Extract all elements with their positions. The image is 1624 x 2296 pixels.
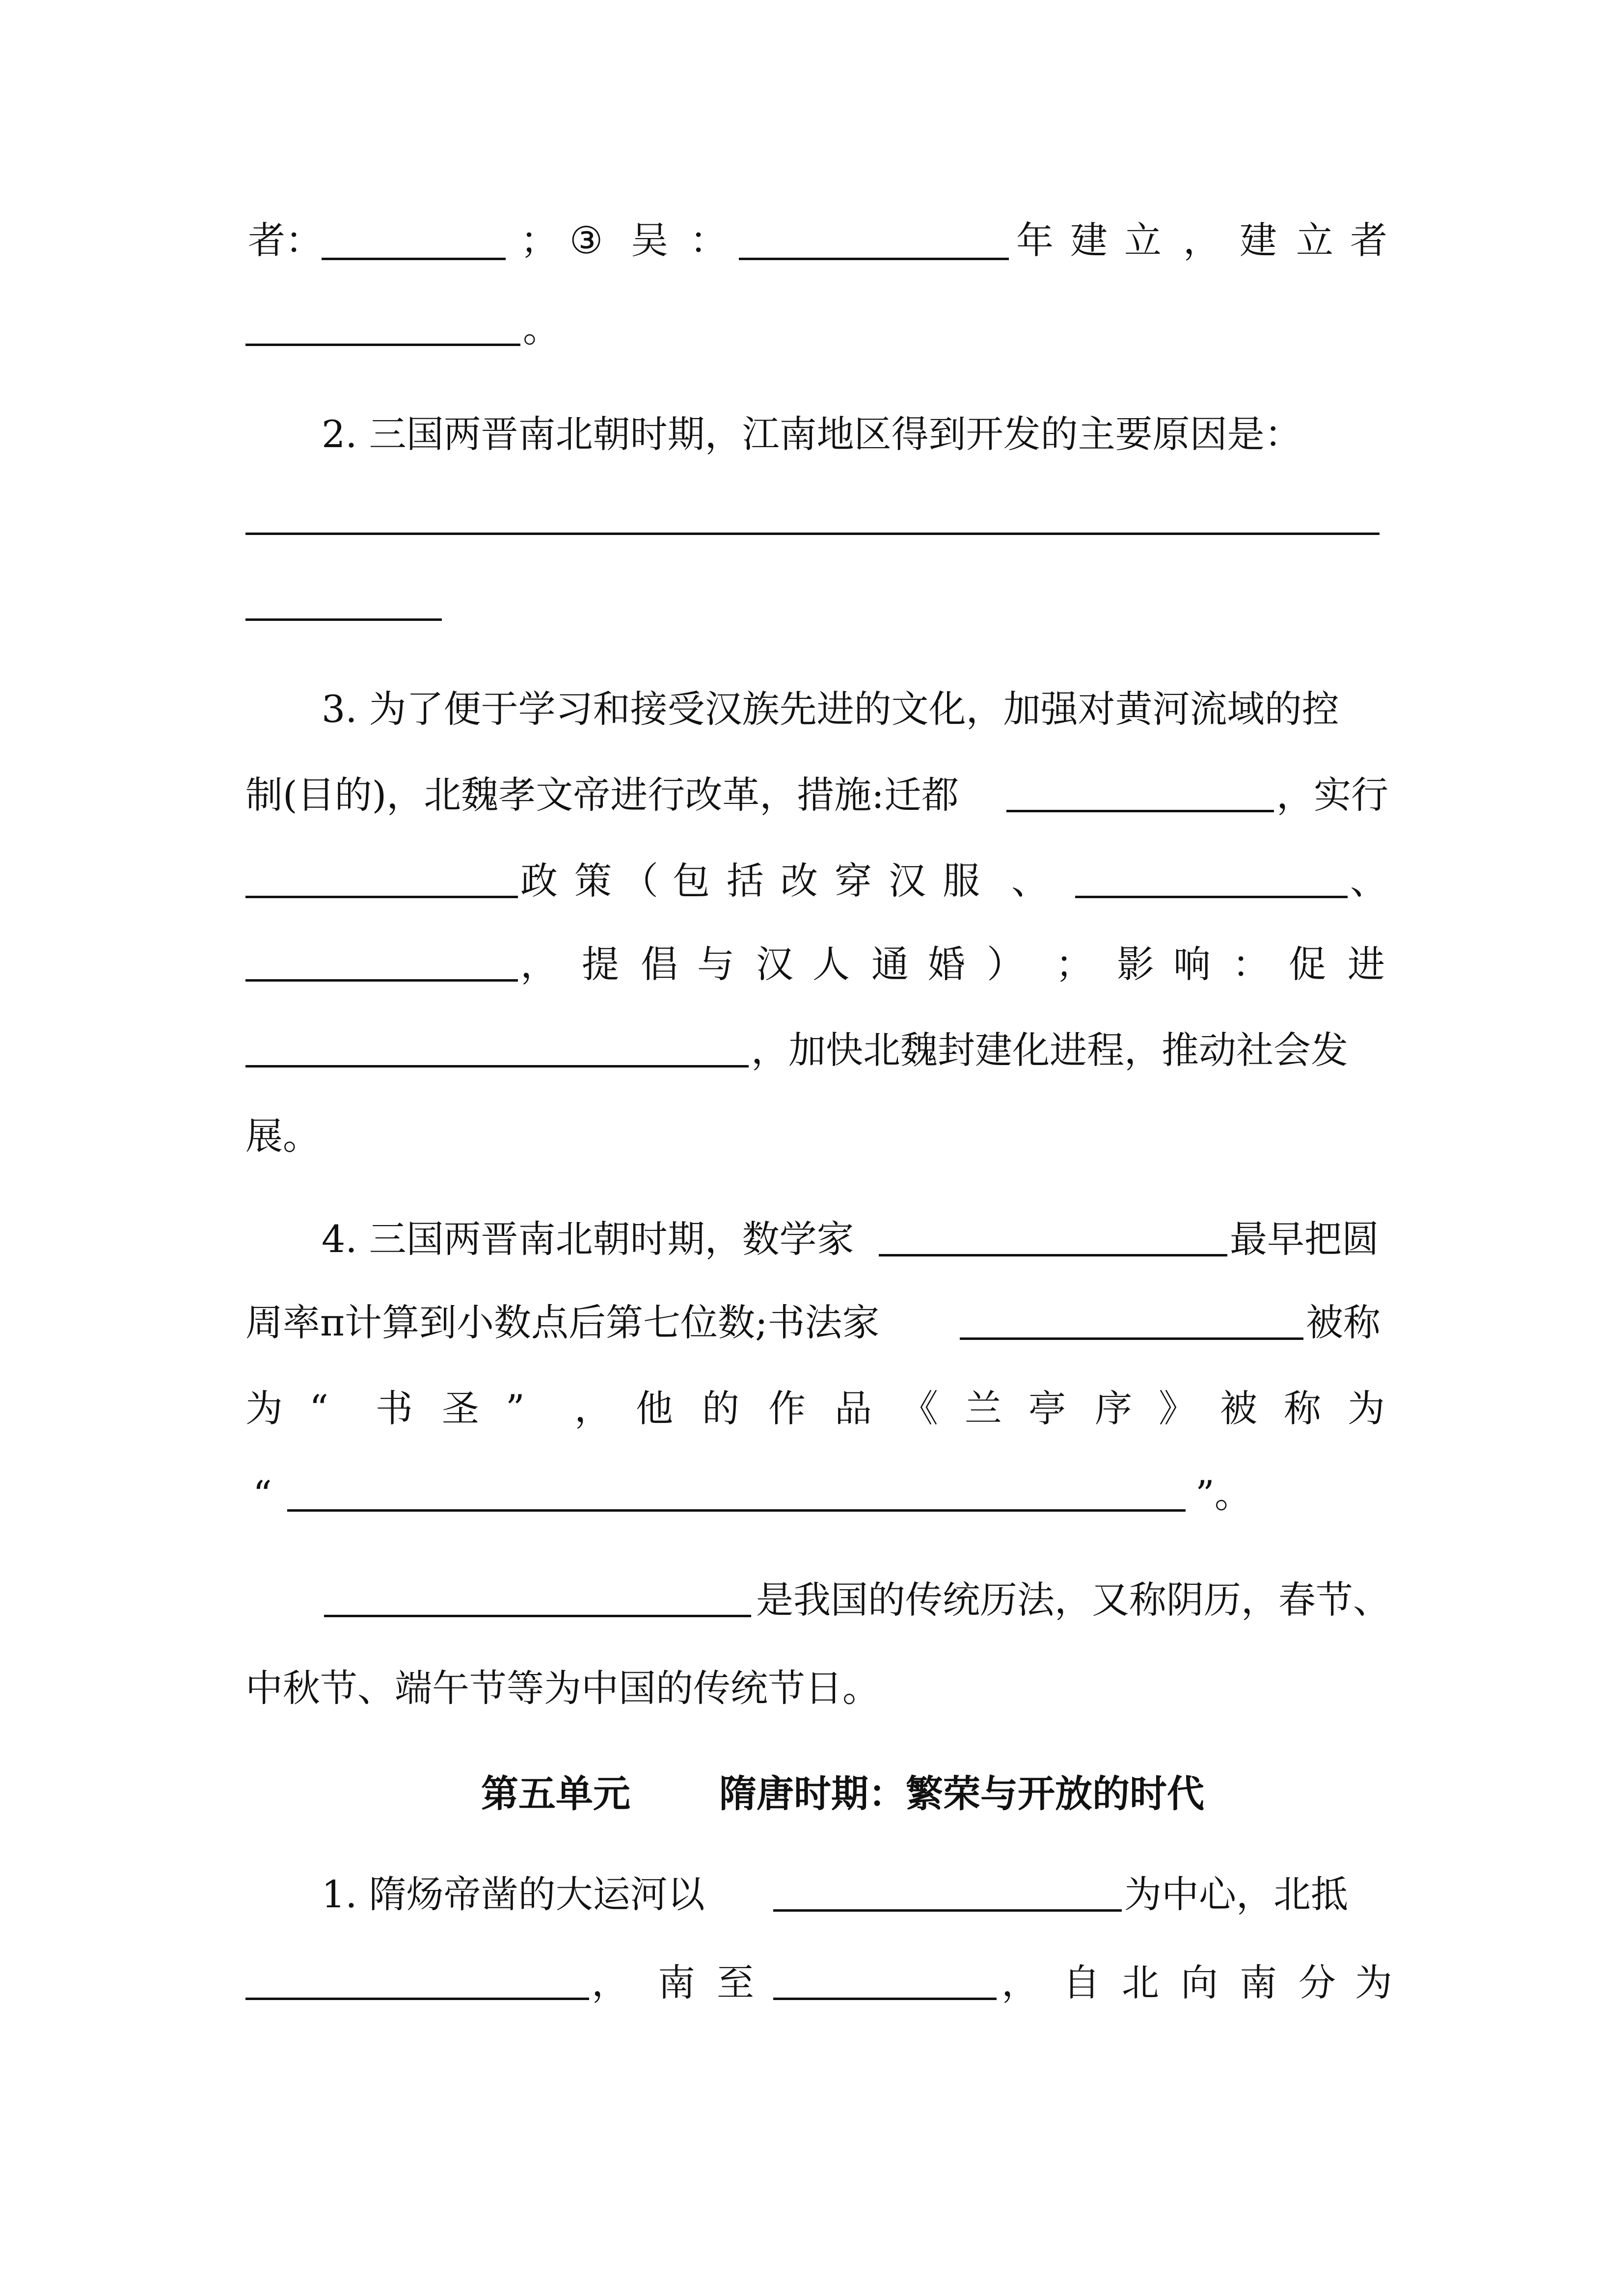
char: ） <box>987 942 1024 986</box>
text-open-quote: “ <box>253 1472 272 1516</box>
char: 汉 <box>889 859 926 903</box>
q3-line4 <box>0 937 1624 991</box>
char: 、 <box>1011 859 1049 903</box>
char: ， <box>1001 1961 1039 2004</box>
char: 亭 <box>1029 1387 1066 1430</box>
blank-field[interactable] <box>739 258 1009 260</box>
char: 称 <box>1284 1387 1321 1430</box>
u5-q1-text-1b: 为中心，北抵 <box>1124 1872 1348 1916</box>
char: 促 <box>1289 942 1326 986</box>
char: 为 <box>1355 1961 1392 2004</box>
char: 品 <box>835 1387 872 1430</box>
blank-field[interactable] <box>245 533 1380 535</box>
u5-q1-text-1a: 1. 隋炀帝凿的大运河以 <box>322 1872 705 1916</box>
char: “ <box>309 1387 328 1430</box>
char: 包 <box>673 859 710 903</box>
unit-number: 第五单元 <box>481 1772 630 1815</box>
char: 政 <box>520 859 558 903</box>
blank-field[interactable] <box>322 258 506 260</box>
char: 策 <box>574 859 612 903</box>
text-zhe: 者 <box>1350 218 1387 262</box>
unit-title: 隋唐时期：繁荣与开放的时代 <box>719 1772 1204 1815</box>
calendar-text-2: 中秋节、端午节等为中国的传统节日。 <box>245 1666 880 1710</box>
q3-line3 <box>0 854 1624 908</box>
blank-field[interactable] <box>245 1998 589 2000</box>
char: 南 <box>1240 1961 1277 2004</box>
blank-field[interactable] <box>245 896 518 898</box>
char: 响 <box>1173 942 1211 986</box>
char: 北 <box>1122 1961 1159 2004</box>
char: 穿 <box>835 859 872 903</box>
q4-line2 <box>0 1296 1624 1350</box>
text-colon: ： <box>690 218 727 262</box>
u5-q1-line2 <box>0 1956 1624 2010</box>
blank-field[interactable] <box>1075 896 1348 898</box>
char: ” <box>506 1387 525 1430</box>
q3-text-2b: ，实行 <box>1276 773 1388 817</box>
q2-line <box>0 407 1624 461</box>
unit-heading <box>0 1767 1624 1821</box>
q3-text-1: 3. 为了便于学习和接受汉族先进的文化，加强对黄河流域的控 <box>322 687 1339 731</box>
q3-line6 <box>0 1109 1624 1163</box>
blank-field[interactable] <box>287 1509 1186 1512</box>
q4-text-1b: 最早把圆 <box>1230 1217 1379 1261</box>
char: 》 <box>1159 1387 1196 1430</box>
char: 进 <box>1348 942 1385 986</box>
char: 改 <box>781 859 818 903</box>
blank-field[interactable] <box>960 1337 1303 1340</box>
blank-field[interactable] <box>773 1909 1122 1912</box>
text-comma: ， <box>1183 218 1220 262</box>
char: 为 <box>1348 1387 1385 1430</box>
blank-field[interactable] <box>1006 810 1274 812</box>
char: ， <box>592 1961 629 2004</box>
char: 与 <box>697 942 734 986</box>
q3-text-6: 展。 <box>245 1114 320 1158</box>
char: 兰 <box>965 1387 1002 1430</box>
q4-line4 <box>0 1468 1624 1522</box>
char: （ <box>621 859 658 903</box>
text-period: 。 <box>523 307 560 350</box>
char: 至 <box>717 1961 754 2004</box>
text-li: 立 <box>1296 218 1333 262</box>
char: 汉 <box>756 942 793 986</box>
text-jian: 建 <box>1070 218 1108 262</box>
char: 提 <box>582 942 619 986</box>
char: 分 <box>1299 1961 1336 2004</box>
q3-text-2a: 制(目的)，北魏孝文帝进行改革，措施:迁都 <box>245 773 959 817</box>
q4-text-2b: 被称 <box>1306 1301 1380 1344</box>
q1-end-line <box>0 302 1624 356</box>
char: 影 <box>1117 942 1154 986</box>
q4-line3 <box>0 1382 1624 1436</box>
blank-field[interactable] <box>245 979 518 982</box>
calendar-line1 <box>0 1573 1624 1627</box>
q4-text-2a: 周率π计算到小数点后第七位数;书法家 <box>245 1301 880 1344</box>
char: 婚 <box>928 942 965 986</box>
char: 向 <box>1181 1961 1218 2004</box>
blank-field[interactable] <box>324 1615 751 1617</box>
char: 自 <box>1063 1961 1100 2004</box>
char: ： <box>1232 942 1270 986</box>
char: 、 <box>1350 859 1387 903</box>
text-wu: 吴 <box>631 218 668 262</box>
char: 人 <box>812 942 850 986</box>
char: ， <box>520 942 558 986</box>
q3-line5 <box>0 1023 1624 1077</box>
blank-field[interactable] <box>245 618 442 621</box>
char: 《 <box>901 1387 938 1430</box>
blank-field[interactable] <box>245 1065 749 1068</box>
q3-line1 <box>0 682 1624 736</box>
text-close-quote-period: ”。 <box>1195 1472 1252 1516</box>
text-jian: 建 <box>1240 218 1277 262</box>
char: 倡 <box>641 942 678 986</box>
q4-text-1a: 4. 三国两晋南北朝时期，数学家 <box>322 1217 854 1261</box>
char: 圣 <box>442 1387 479 1430</box>
char: 被 <box>1220 1387 1257 1430</box>
blank-field[interactable] <box>245 344 520 346</box>
q4-line1 <box>0 1212 1624 1266</box>
char: ； <box>1056 942 1093 986</box>
q2-text: 2. 三国两晋南北朝时期，江南地区得到开发的主要原因是： <box>322 412 1302 456</box>
text-zhe: 者： <box>248 218 323 262</box>
char: 南 <box>658 1961 695 2004</box>
text-nian: 年 <box>1016 218 1054 262</box>
char: 服 <box>943 859 980 903</box>
char: ， <box>574 1387 612 1430</box>
char: 作 <box>768 1387 806 1430</box>
blank-field[interactable] <box>879 1254 1227 1256</box>
text-li: 立 <box>1124 218 1162 262</box>
char: 序 <box>1095 1387 1132 1430</box>
char: 为 <box>245 1387 283 1430</box>
blank-field[interactable] <box>773 1998 997 2000</box>
q3-line2 <box>0 768 1624 822</box>
char: 通 <box>871 942 909 986</box>
char: 他 <box>636 1387 673 1430</box>
q3-text-5: ，加快北魏封建化进程，推动社会发 <box>751 1028 1348 1072</box>
text-circled-3: ③ <box>569 218 603 262</box>
char: 括 <box>727 859 764 903</box>
char: 的 <box>702 1387 739 1430</box>
calendar-line2 <box>0 1661 1624 1715</box>
char: 书 <box>376 1387 413 1430</box>
calendar-text-1: 是我国的传统历法，又称阴历，春节、 <box>756 1578 1390 1622</box>
u5-q1-line1 <box>0 1868 1624 1922</box>
text-semicolon: ； <box>520 218 558 262</box>
